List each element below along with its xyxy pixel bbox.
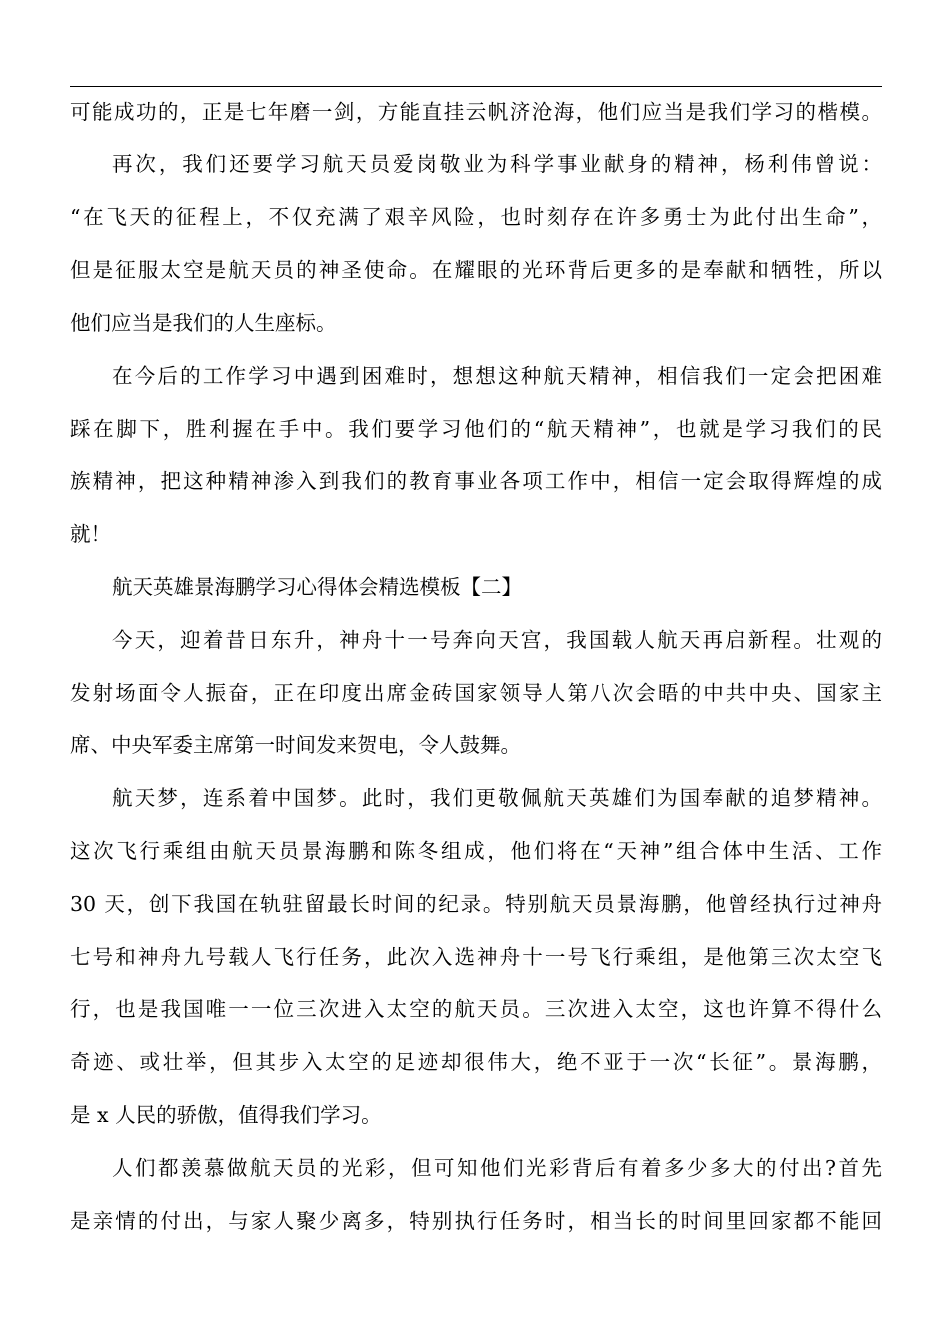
paragraph-line: 可能成功的，正是七年磨一剑，方能直挂云帆济沧海，他们应当是我们学习的楷模。: [70, 100, 882, 124]
paragraph-line: 行，也是我国唯一一位三次进入太空的航天员。三次进入太空，这也许算不得什么: [70, 997, 882, 1021]
paragraph-line: 席、中央军委主席第一时间发来贺电，令人鼓舞。: [70, 733, 521, 757]
header-rule: [70, 86, 882, 87]
paragraph-line: 发射场面令人振奋，正在印度出席金砖国家领导人第八次会晤的中共中央、国家主: [70, 681, 882, 705]
paragraph-line: 再次，我们还要学习航天员爱岗敬业为科学事业献身的精神，杨利伟曾说：: [112, 152, 882, 176]
paragraph-line: 这次飞行乘组由航天员景海鹏和陈冬组成，他们将在“天神”组合体中生活、工作: [70, 839, 882, 863]
paragraph-line: 踩在脚下，胜利握在手中。我们要学习他们的“航天精神”，也就是学习我们的民: [70, 417, 882, 441]
paragraph-line: 今天，迎着昔日东升，神舟十一号奔向天宫，我国载人航天再启新程。壮观的: [112, 628, 882, 652]
paragraph-line: 就！: [70, 522, 111, 546]
paragraph-line: 七号和神舟九号载人飞行任务，此次入选神舟十一号飞行乘组，是他第三次太空飞: [70, 945, 882, 969]
paragraph-line: 族精神，把这种精神渗入到我们的教育事业各项工作中，相信一定会取得辉煌的成: [70, 469, 882, 493]
paragraph-line: 奇迹、或壮举，但其步入太空的足迹却很伟大，绝不亚于一次“长征”。景海鹏，: [70, 1050, 882, 1074]
paragraph-line: 人们都羡慕做航天员的光彩，但可知他们光彩背后有着多少多大的付出?首先: [112, 1156, 882, 1180]
paragraph-line: 航天梦，连系着中国梦。此时，我们更敬佩航天英雄们为国奉献的追梦精神。: [112, 786, 882, 810]
paragraph-line: 在今后的工作学习中遇到困难时，想想这种航天精神，相信我们一定会把困难: [112, 364, 882, 388]
section-heading: 航天英雄景海鹏学习心得体会精选模板【二】: [112, 575, 522, 599]
paragraph-line: 是 x 人民的骄傲，值得我们学习。: [70, 1103, 382, 1127]
paragraph-line: 他们应当是我们的人生座标。: [70, 311, 337, 335]
paragraph-line: 30 天，创下我国在轨驻留最长时间的纪录。特别航天员景海鹏，他曾经执行过神舟: [70, 892, 882, 916]
paragraph-line: 但是征服太空是航天员的神圣使命。在耀眼的光环背后更多的是奉献和牺牲，所以: [70, 258, 882, 282]
paragraph-line: 是亲情的付出，与家人聚少离多，特别执行任务时，相当长的时间里回家都不能回: [70, 1209, 882, 1233]
paragraph-line: “在飞天的征程上，不仅充满了艰辛风险，也时刻存在许多勇士为此付出生命”，: [70, 205, 882, 229]
